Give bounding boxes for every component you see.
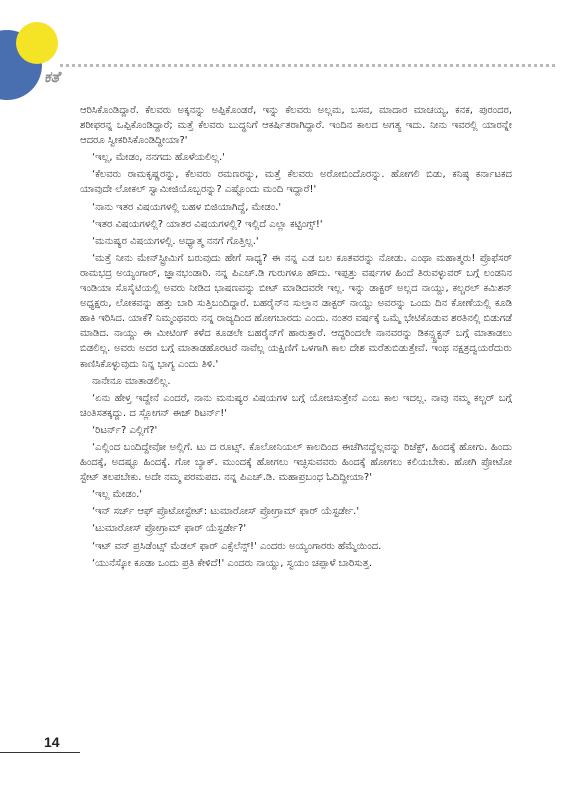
- paragraph: ಆರಿಸಿಕೊಂಡಿದ್ದಾರೆ. ಕೆಲವರು ಅಕ್ಕನನ್ನು ಅಪ್ಪಿಕೊಂಡರೆ, ಇನ್ನು ಕೆಲವರು ಅಲ್ಲಮ, ಬಸವ, ಮಾದಾರ ಮಾಚಯ್ಯ, ಕನಕ, ಪುರಂದರ, ಶರೀಫರನ್ನ ಒಪ್ಪಿಕೊಂಡಿದ್ದಾರೆ; ಮತ್ತೆ ಕೆಲವರು ಬುದ್ಧನಿಗೆ ಆಕರ್ಷಿತರಾಗಿದ್ದಾರೆ. ಇಂದಿನ ಕಾಲದ ಅಗತ್ಯ ಇದು. ನೀನು ಇವರಲ್ಲಿ ಯಾರನ್ನೇ ಆದರೂ ಸ್ವೀಕರಿಸಿಕೊಂಡಿದ್ದೀಯಾ?': [80, 105, 512, 147]
- section-label: ಕತೆ: [44, 68, 60, 86]
- decorative-yellow-circle: [16, 22, 58, 64]
- paragraph: ‘ಇಟ್ ವನ್ ಪ್ರಸಿಡೆಂಟ್ಸ್ ಮೆಡಲ್ ಫಾರ್ ಎಕ್ಸೆಲೆನ್ಸ್!' ಎಂದರು ಅಯ್ಯಂಗಾರರು ಹೆಮ್ಮೆಯಿಂದ.: [92, 540, 382, 552]
- paragraph: ‘ಎಲ್ಲಿಂದ ಬಂದಿದ್ದೇವೋ ಅಲ್ಲಿಗೆ. ಟು ದ ರೂಟ್ಸ್. ಕೊಲೋನಿಯಲ್ ಕಾಲದಿಂದ ಈಚೆಗಿನದ್ದೆಲ್ಲವನ್ನು ರಿಜೆಕ್ಟ್, ಹಿಂದಕ್ಕೆ ಹೋಗು. ಹಿಂದು ಹಿಂದಕ್ಕೆ, ಅದಷ್ಟೂ ಹಿಂದಕ್ಕೆ. ಗೋ ಬ್ಯಾಕ್. ಮುಂದಕ್ಕೆ ಹೋಗಲು ಇಚ್ಛಿಸುವವರು ಹಿಂದಕ್ಕೆ ಹೋಗಲು ಕಲಿಯಬೇಕು. ಹೋಗಿ ಪ್ರೋಟೋ ಸ್ಟೇಟ್ ತಲಪಬೇಕು. ಅದೇ ನಮ್ಮ ಪರಮಪದ. ನನ್ನ ಪಿಎಚ್.ಡಿ. ಮಹಾಪ್ರಬಂಧ ಓದಿದ್ದೀಯಾ?': [80, 441, 512, 484]
- footer-rule: [0, 752, 80, 753]
- paragraph: ‘ಏನು ಹೇಳ್ತ ಇದ್ದೇನೆ ಎಂದರೆ, ನಾನು ಮನುಷ್ಯರ ವಿಷಯಗಳ ಬಗ್ಗೆ ಯೋಚಿಸುತ್ತೇನೆ ಎಂಬ ಕಾಲ ಇದಲ್ಲ. ನಾವು ನಮ್ಮ ಕಲ್ಚರ್ ಬಗ್ಗೆ ಚಿಂತಿಸತಕ್ಕದ್ದು. ದ ಸ್ಲೋಗನ್ ಈಜ್ ರಿಟರ್ನ್!': [80, 392, 512, 419]
- paragraph: ‘ಇಲ್ಲ ಮೇಡಂ.': [92, 489, 143, 501]
- dotted-header-rule: [60, 64, 555, 67]
- paragraph: ‘ಇಲ್ಲ, ಮೇಡಂ, ನನಗದು ಹೊಳೆಯಲಿಲ್ಲ.': [92, 152, 225, 164]
- paragraph: ‘ಟುಮಾರೋಸ್ ಪ್ರೋಗ್ರಾಮ್ ಫಾರ್ ಯೆಸ್ಟರ್ಡೇ?': [92, 523, 247, 535]
- paragraph: ‘ರಿಟರ್ನ್? ಎಲ್ಲಿಗೆ?': [92, 424, 158, 436]
- paragraph: ‘ನಾನು ಇತರ ವಿಷಯಗಳಲ್ಲಿ ಬಹಳ ಬಿಜಿಯಾಗಿದ್ದೆ, ಮೇಡಂ.': [92, 201, 282, 213]
- paragraph: ‘ಮನುಷ್ಯರ ವಿಷಯಗಳಲ್ಲಿ. ಅಧ್ಯಾತ್ಮ ನನಗೆ ಗೊತ್ತಿಲ್ಲ.': [92, 235, 259, 247]
- page-number: 14: [44, 734, 60, 750]
- paragraph: ‘ಮತ್ತೆ ನೀನು ಮೇನ್‌ಸ್ಟ್ರೀಮಿಗೆ ಬರುವುದು ಹೇಗೆ ಸಾಧ್ಯ? ಈ ನನ್ನ ಎಡ ಬಲ ಕೂತವರನ್ನು ನೋಡು. ಎಂಥಾ ಮಹಾತ್ಮರು! ಪ್ರೊಫೆಸರ್ ರಾಮಭದ್ರ ಅಯ್ಯಂಗಾರ್, ಜ್ಞಾನಭಂಡಾರಿ. ನನ್ನ ಪಿಎಚ್.ಡಿ ಗುರುಗಳೂ ಹೌದು. ಇಪ್ಪತ್ತು ವರ್ಷಗಳ ಹಿಂದೆ ತಿರುವಳ್ಳುವರ್ ಬಗ್ಗೆ ಲಂಡನಿನ ಇಂಡಿಯಾ ಸೊಸೈಟಿಯಲ್ಲಿ ಅವರು ನೀಡಿದ ಭಾಷಣವನ್ನು ಬೀಟ್ ಮಾಡಿದವರೇ ಇಲ್ಲ. ಇನ್ನು ಡಾಕ್ಟರ್ ಅಲ್ಲದ ನಾಯ್ದು, ಕಲ್ಚರಲ್ ಕಮಿಶನ್ ಅಧ್ಯಕ್ಷರು, ಲೋಕವನ್ನು ಹತ್ತು ಬಾರಿ ಸುತ್ತಿಬಂದಿದ್ದಾರೆ. ಬಹರೈನ್‌ನ ಸುಲ್ತಾನ ಡಾಕ್ಟರ್ ನಾಯ್ದು ಅವರನ್ನು ಒಂದು ದಿನ ಕೋಣೆಯಲ್ಲಿ ಕೂಡಿ ಹಾಕಿ ಇರಿಸಿದ. ಯಾಕೆ? ನಿಮ್ಮಂಥವರು ನನ್ನ ರಾಜ್ಯದಿಂದ ಹೋಗಬಾರದು ಎಂದು. ನಂತರ ವರ್ಷಕ್ಕೆ ಒಮ್ಮೆ ಭೇಟಿಕೊಡುವ ಶರತಿನಲ್ಲಿ ಬಿಡುಗಡೆ ಮಾಡಿದ. ನಾಯ್ದು ಈ ಮೀಟಿಂಗ್ ಕಳೆದ ಕೂಡಲೇ ಬಹರೈನ್‌ಗೆ ಹಾರುತ್ತಾರೆ. ಆದ್ದರಿಂದಲೇ ನಾನವರನ್ನು ಡಿಕನ್ಸ್ಟ್ರಕ್ಟನ್ ಬಗ್ಗೆ ಮಾತಾಡಲು ಬಿಡಲಿಲ್ಲ. ಅವರು ಅದರ ಬಗ್ಗೆ ಮಾತಾಡಹೊರಟರೆ ನಾವೆಲ್ಲ ಯಕ್ಷಿಣಿಗೆ ಒಳಗಾಗಿ ಕಾಲ ದೇಶ ಮರೆತುಬಿಡುತ್ತೇವೆ. ಇಂಥ ನಕ್ಷತ್ರದ್ವಯರೆದುರು ಕಾಣಿಸಿಕೊಳ್ಳುವುದು ನಿನ್ನ ಭಾಗ್ಯ ಎಂದು ತಿಳಿ.': [80, 252, 512, 370]
- story-body: [80, 103, 512, 571]
- paragraph: ‘ಇನ್ ಸರ್ಚ್ ಆಫ್ ಪ್ರೊಟೋಸ್ಟೇಟ್: ಟುಮಾರೋಸ್ ಪ್ರೋಗ್ರಾಮ್ ಫಾರ್ ಯೆಸ್ಟರ್ಡೇ.': [92, 506, 360, 518]
- paragraph: ‘ಇತರ ವಿಷಯಗಳಲ್ಲಿ? ಯಾತರ ವಿಷಯಗಳಲ್ಲಿ? ಇಲ್ಲಿದೆ ಎಲ್ಲಾ ಕಟ್ಟಿಂಗ್ಸ್!': [92, 218, 323, 230]
- paragraph: ‘ಕೆಲವರು ರಾಮಕೃಷ್ಣರನ್ನು, ಕೆಲವರು ರಮಣರನ್ನು, ಮತ್ತೆ ಕೆಲವರು ಅರೋಬಿಂದೊರನ್ನು. ಹೋಗಲಿ ಬಿಡು, ಕನಿಷ್ಠ ಕರ್ನಾಟಕದ ಯಾವುದೇ ಲೋಕಲ್ ಸ್ವಾಮೀಜಿಯೊಬ್ಬರನ್ನು? ಎಷ್ಟೊಂದು ಮಂದಿ ಇದ್ದಾರೆ!': [80, 169, 512, 196]
- paragraph: ‘ಯುನೆಸ್ಕೋ ಕೂಡಾ ಒಂದು ಪ್ರತಿ ಕೇಳಿದೆ!' ಎಂದರು ನಾಯ್ದು, ಸ್ವಯಂ ಚಪ್ಪಾಳೆ ಬಾರಿಸುತ್ತ.: [92, 557, 373, 569]
- paragraph: ನಾನೇನೂ ಮಾತಾಡಲಿಲ್ಲ.: [92, 375, 171, 387]
